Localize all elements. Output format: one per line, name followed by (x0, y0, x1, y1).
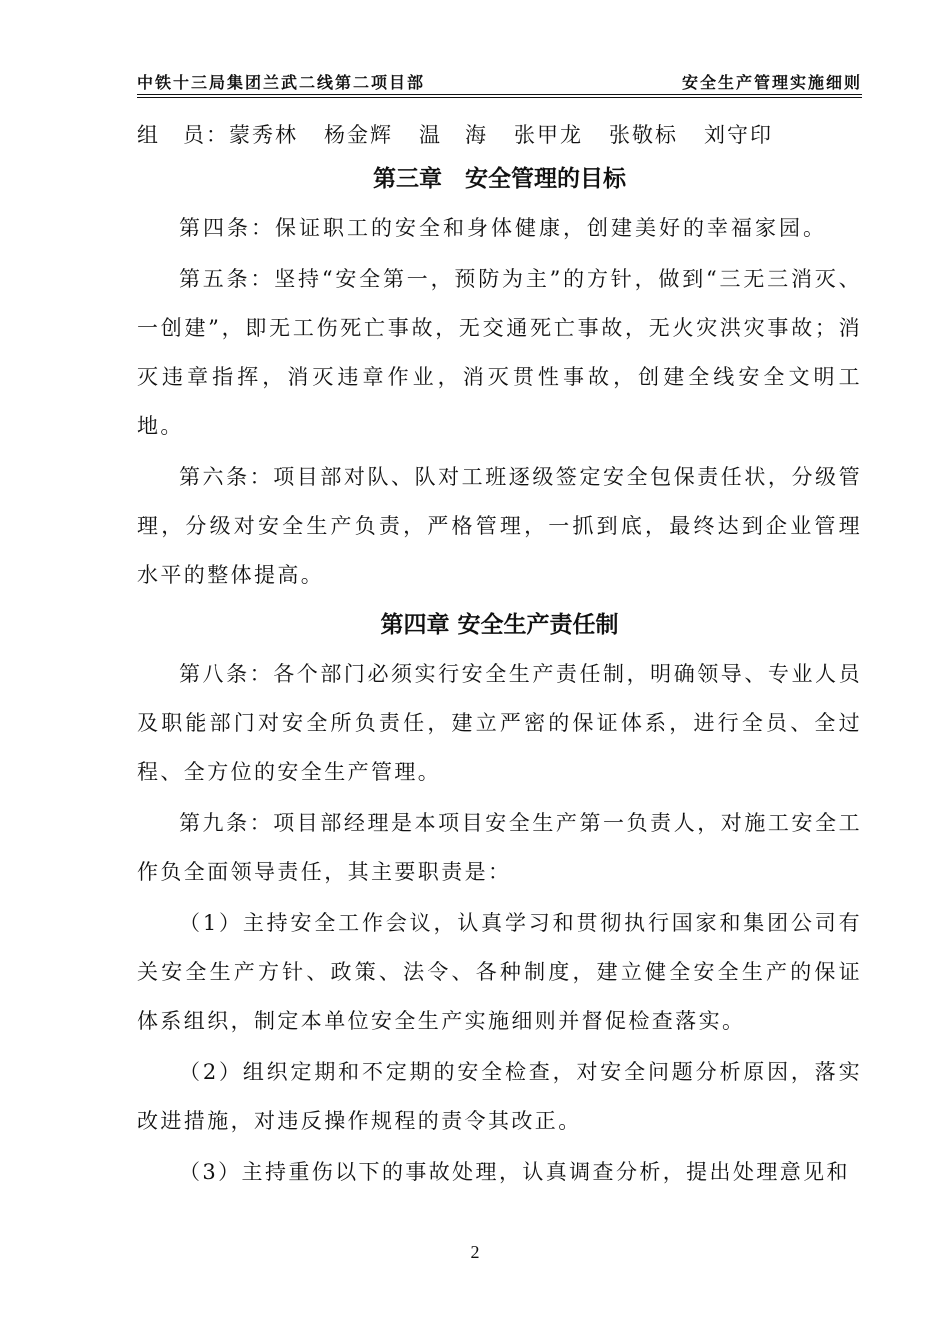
member-name: 杨金辉 (324, 123, 393, 147)
article-8: 第八条：各个部门必须实行安全生产责任制，明确领导、专业人员及职能部门对安全所负责任，建立严密的保证体系，进行全员、全过程、全方位的安全生产管理。 (137, 662, 862, 784)
member-name: 刘守印 (704, 123, 773, 147)
article-9: 第九条：项目部经理是本项目安全生产第一负责人，对施工安全工作负全面领导责任，其主要职责是： (137, 811, 862, 884)
members-line (137, 114, 862, 156)
member-name: 张敬标 (609, 123, 678, 147)
chapter-3-title: 第三章 安全管理的目标 (373, 166, 626, 192)
member-name: 温 海 (419, 123, 488, 147)
article-4: 第四条：保证职工的安全和身体健康，创建美好的幸福家园。 (179, 216, 827, 240)
header-organization: 中铁十三局集团兰武二线第二项目部 (137, 73, 426, 92)
member-name: 张甲龙 (514, 123, 583, 147)
header-divider (137, 94, 862, 98)
duty-item-3: （3）主持重伤以下的事故处理，认真调查分析，提出处理意见和 (179, 1160, 850, 1184)
page-number: 2 (470, 1242, 480, 1262)
duty-item-2: （2）组织定期和不定期的安全检查，对安全问题分析原因，落实改进措施，对违反操作规程的责令其改正。 (137, 1060, 862, 1133)
member-name: 蒙秀林 (229, 123, 298, 147)
header-document-title: 安全生产管理实施细则 (681, 73, 862, 92)
chapter-4-title: 第四章 安全生产责任制 (380, 612, 619, 638)
members-label: 组 员： (137, 123, 229, 147)
page-header (137, 64, 862, 96)
article-6: 第六条：项目部对队、队对工班逐级签定安全包保责任状，分级管理，分级对安全生产负责，严格管理，一抓到底，最终达到企业管理水平的整体提高。 (137, 465, 862, 587)
document-body (137, 114, 862, 1197)
duty-item-1: （1）主持安全工作会议，认真学习和贯彻执行国家和集团公司有关安全生产方针、政策、法令、各种制度，建立健全安全生产的保证体系组织，制定本单位安全生产实施细则并督促检查落实。 (137, 911, 862, 1033)
article-5: 第五条：坚持“安全第一，预防为主”的方针，做到“三无三消灭、一创建”，即无工伤死亡事故，无交通死亡事故，无火灾洪灾事故；消灭违章指挥，消灭违章作业，消灭贯性事故，创建全线安全文明工地。 (137, 267, 862, 438)
